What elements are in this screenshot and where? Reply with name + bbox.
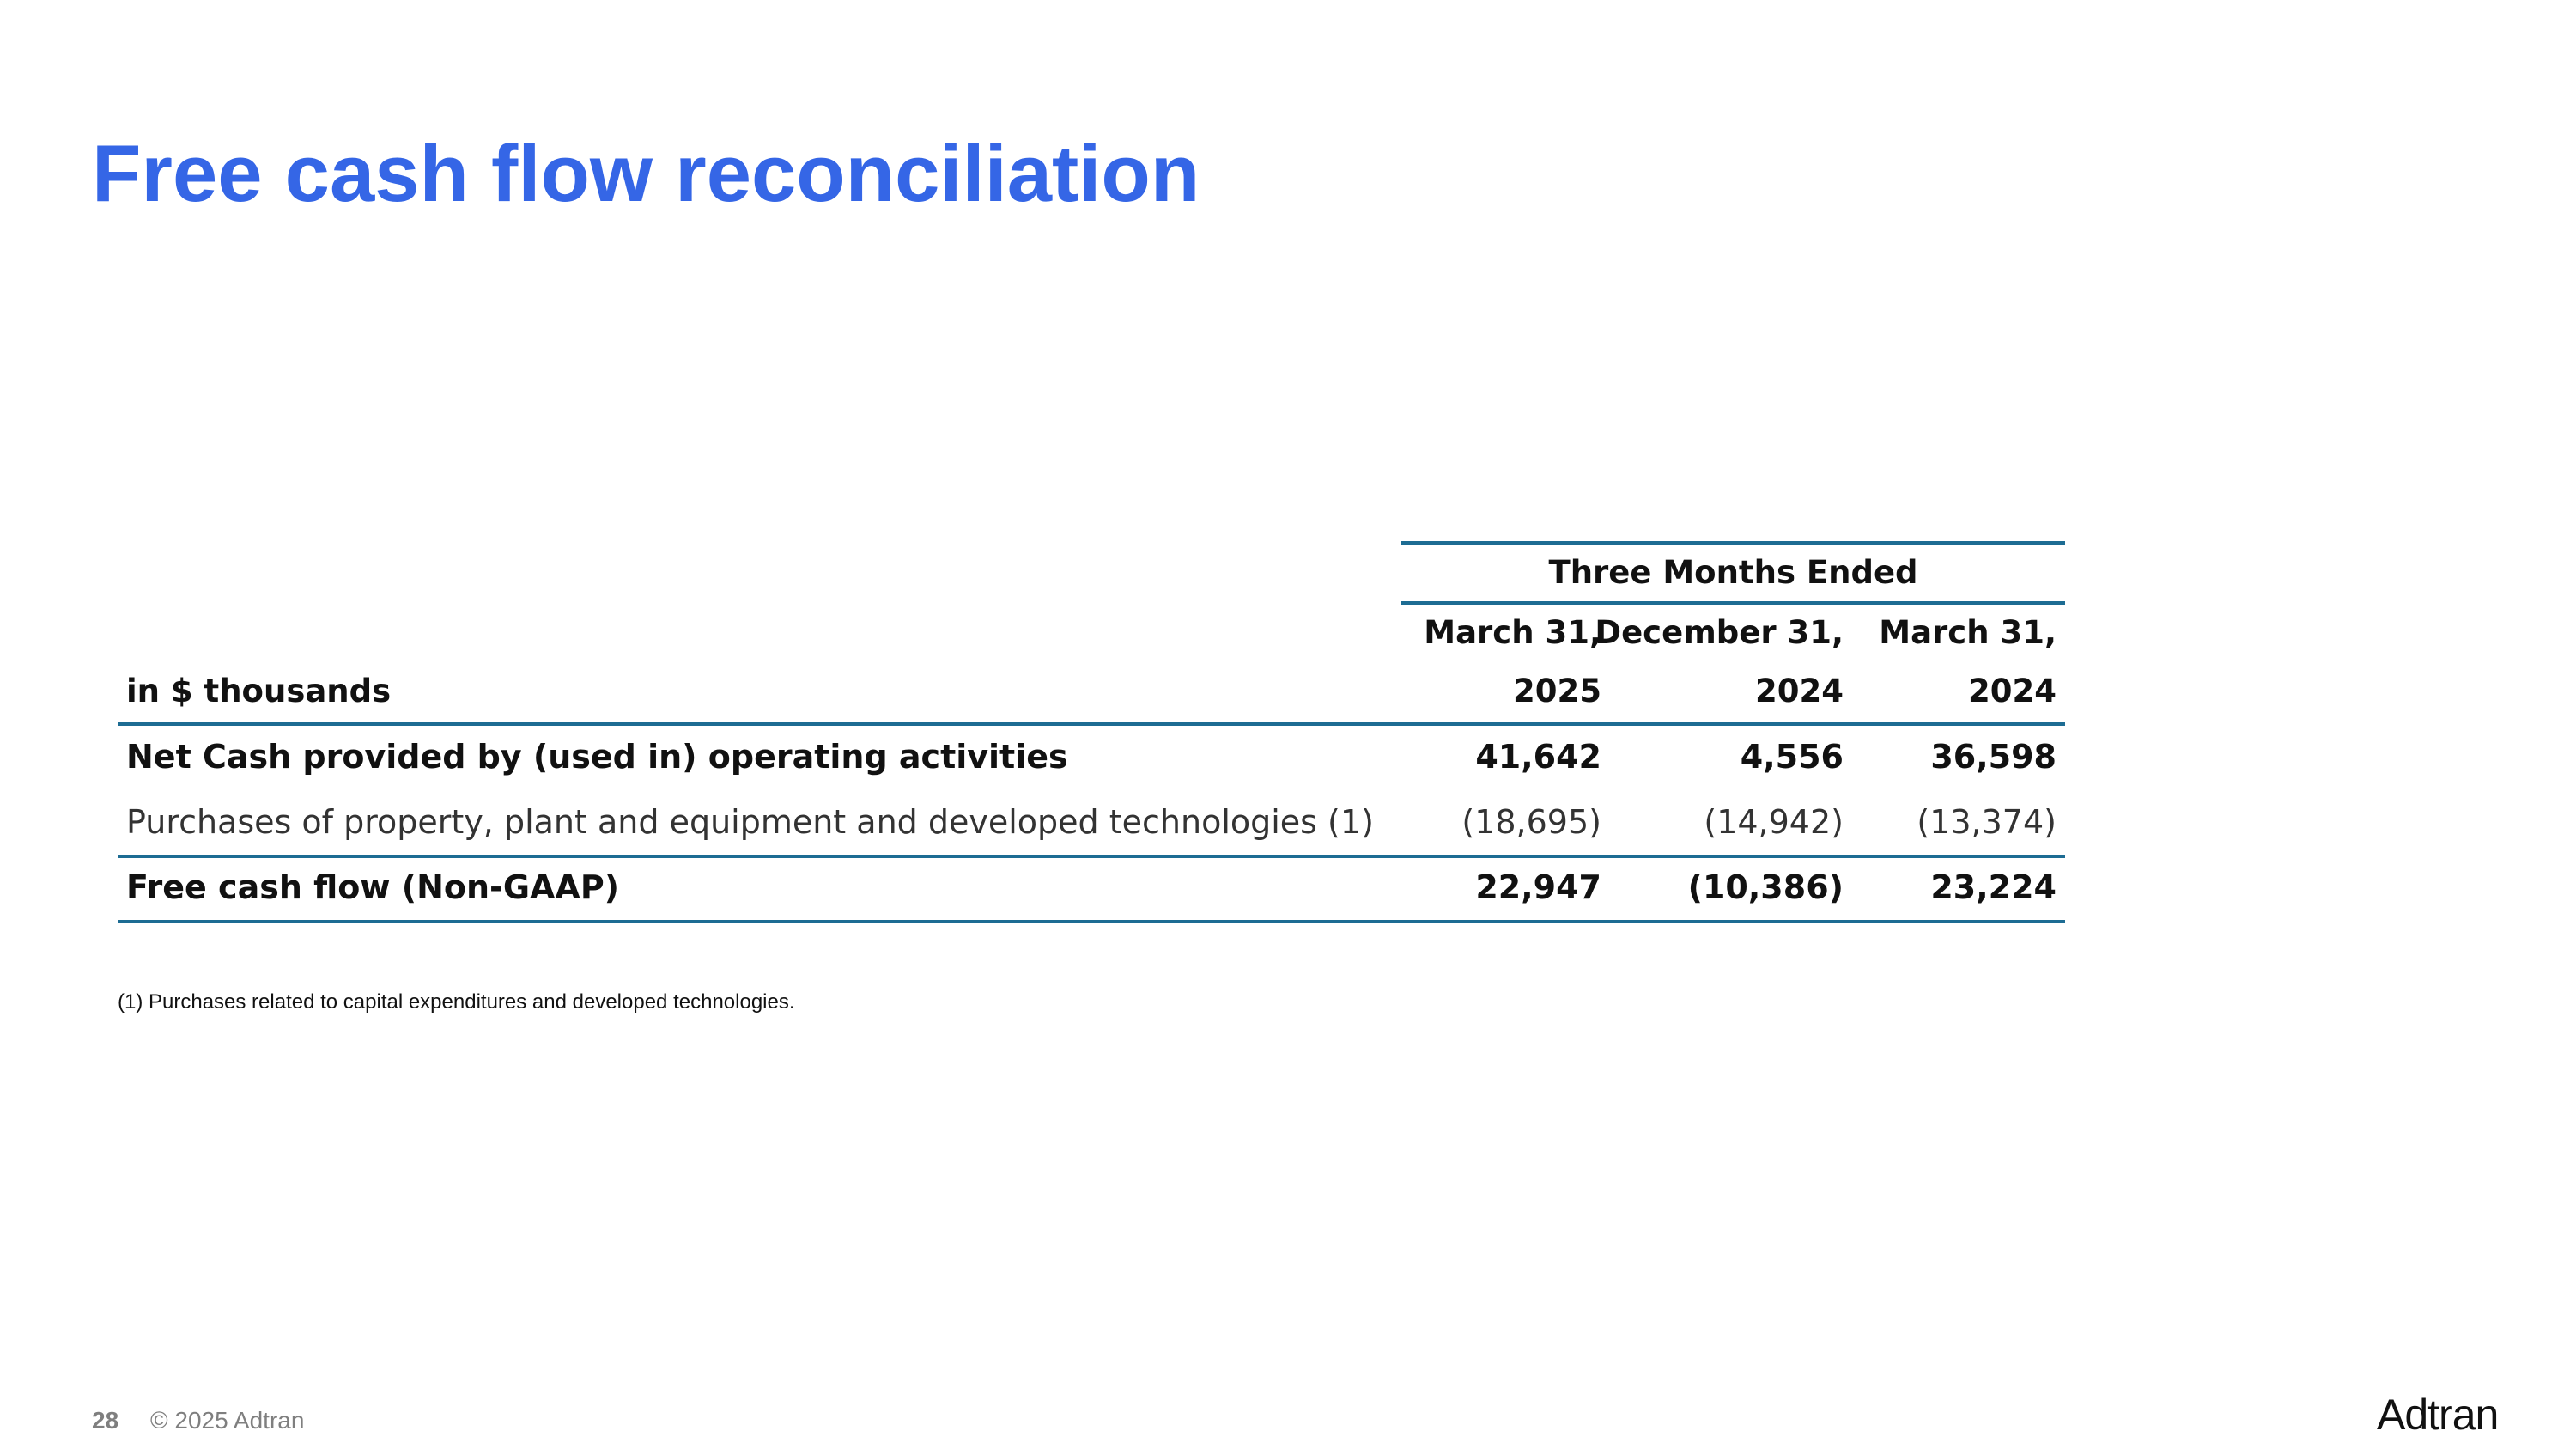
- row-value-mar-2024: 23,224: [1930, 868, 2057, 906]
- row-value-2025: 22,947: [1475, 868, 1601, 906]
- row-label: Net Cash provided by (used in) operating activities: [126, 738, 1068, 776]
- row-value-2025: 41,642: [1475, 738, 1601, 776]
- row-value-dec-2024: (14,942): [1704, 803, 1844, 841]
- row-value-dec-2024: (10,386): [1687, 868, 1844, 906]
- row-label: Purchases of property, plant and equipment and developed technologies (1): [126, 803, 1374, 841]
- row-label: Free cash flow (Non-GAAP): [126, 868, 620, 906]
- row-value-dec-2024: 4,556: [1740, 738, 1844, 776]
- table-row-purchases: [118, 792, 2065, 852]
- row-value-2025: (18,695): [1461, 803, 1601, 841]
- header-bottom-rule: [118, 722, 2065, 726]
- adtran-logo: Adtran: [2377, 1391, 2499, 1439]
- column-header-2-line2: 2024: [1755, 673, 1844, 709]
- row-value-mar-2024: 36,598: [1930, 738, 2057, 776]
- page-title: Free cash flow reconciliation: [92, 128, 1200, 218]
- table-bottom-rule: [118, 920, 2065, 923]
- footnote: (1) Purchases related to capital expenditures and developed technologies.: [118, 990, 795, 1014]
- table-top-rule: [1401, 541, 2065, 545]
- table-row-free-cash-flow: [118, 857, 2065, 917]
- group-header: Three Months Ended: [1548, 554, 1918, 591]
- column-header-1-line2: 2025: [1513, 673, 1601, 709]
- unit-label: in $ thousands: [126, 673, 392, 709]
- column-header-3-line2: 2024: [1968, 673, 2057, 709]
- table-row-operating-cash: [118, 727, 2065, 787]
- copyright: © 2025 Adtran: [150, 1407, 305, 1434]
- column-header-2-line1: December 31,: [1595, 614, 1844, 651]
- row-value-mar-2024: (13,374): [1917, 803, 2057, 841]
- column-header-1-line1: March 31,: [1424, 614, 1601, 651]
- column-header-3-line1: March 31,: [1879, 614, 2057, 651]
- group-header-rule: [1401, 601, 2065, 605]
- page-number: 28: [92, 1407, 119, 1434]
